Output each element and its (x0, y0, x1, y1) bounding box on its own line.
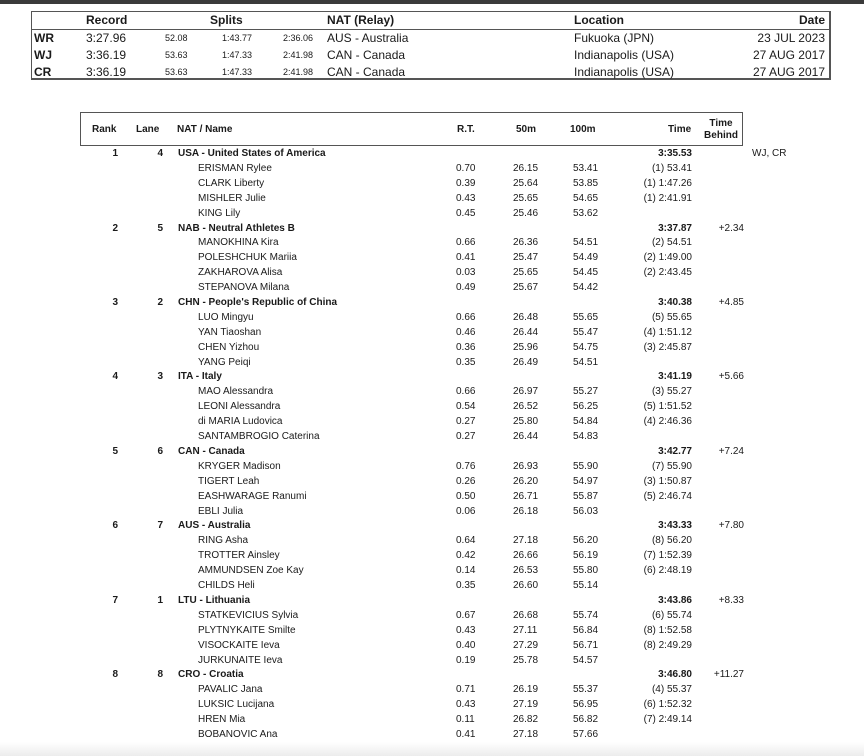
swimmer-split-50m: 27.29 (513, 640, 539, 651)
swimmer-split-100m: 55.27 (573, 386, 599, 397)
team-rank: 8 (112, 669, 118, 680)
page-bottom-edge (0, 742, 864, 756)
swimmer-row (0, 356, 864, 371)
swimmer-reaction-time: 0.67 (456, 610, 476, 621)
team-lane: 2 (157, 297, 163, 308)
results-header (80, 112, 743, 146)
record-row (32, 30, 829, 47)
records-header (32, 12, 829, 30)
header-location: Location (574, 13, 624, 27)
team-row (0, 222, 864, 237)
team-name: LTU - Lithuania (178, 595, 251, 606)
swimmer-row (0, 505, 864, 520)
header-rank: Rank (92, 124, 117, 135)
swimmer-split-50m: 26.48 (513, 312, 539, 323)
record-split-50: 53.63 (165, 67, 188, 77)
swimmer-row (0, 713, 864, 728)
swimmer-reaction-time: 0.19 (456, 655, 476, 666)
swimmer-cumulative-time: (3) 2:45.87 (643, 342, 692, 353)
swimmer-split-50m: 26.66 (513, 550, 539, 561)
team-rank: 6 (112, 520, 118, 531)
swimmer-row (0, 415, 864, 430)
swimmer-name: CLARK Liberty (198, 178, 265, 189)
record-code: WJ (34, 48, 52, 62)
team-time-behind: +8.33 (718, 595, 744, 606)
record-split-50: 52.08 (165, 33, 188, 43)
swimmer-split-100m: 56.20 (573, 535, 599, 546)
swimmer-row (0, 400, 864, 415)
swimmer-reaction-time: 0.54 (456, 401, 476, 412)
swimmer-row (0, 430, 864, 445)
swimmer-reaction-time: 0.11 (456, 714, 475, 725)
swimmer-split-50m: 26.97 (513, 386, 539, 397)
team-row (0, 668, 864, 683)
swimmer-name: CHEN Yizhou (198, 342, 260, 353)
swimmer-row (0, 728, 864, 743)
record-nat: AUS - Australia (327, 31, 409, 45)
team-time: 3:46.80 (658, 669, 692, 680)
swimmer-split-100m: 54.84 (573, 416, 599, 427)
team-time-behind: +5.66 (718, 371, 744, 382)
team-rank: 4 (112, 371, 118, 382)
swimmer-cumulative-time: (4) 1:51.12 (643, 327, 692, 338)
swimmer-reaction-time: 0.46 (456, 327, 476, 338)
swimmer-reaction-time: 0.43 (456, 625, 476, 636)
swimmer-row (0, 177, 864, 192)
team-rank: 2 (112, 223, 118, 234)
team-name: NAB - Neutral Athletes B (178, 223, 295, 234)
swimmer-split-100m: 54.49 (573, 252, 599, 263)
record-time: 3:36.19 (86, 48, 127, 62)
swimmer-cumulative-time: (1) 2:41.91 (643, 193, 692, 204)
swimmer-reaction-time: 0.40 (456, 640, 476, 651)
team-time: 3:35.53 (658, 148, 692, 159)
swimmer-cumulative-time: (8) 1:52.58 (643, 625, 692, 636)
swimmer-name: STEPANOVA Milana (198, 282, 290, 293)
record-nat: CAN - Canada (327, 48, 406, 62)
record-date: 23 JUL 2023 (757, 31, 825, 45)
team-row (0, 147, 864, 162)
swimmer-cumulative-time: (6) 1:52.32 (643, 699, 692, 710)
swimmer-cumulative-time: (3) 1:50.87 (643, 476, 692, 487)
team-row (0, 445, 864, 460)
swimmer-row (0, 683, 864, 698)
swimmer-name: JURKUNAITE Ieva (198, 655, 283, 666)
swimmer-cumulative-time: (5) 1:51.52 (643, 401, 692, 412)
swimmer-split-50m: 26.53 (513, 565, 539, 576)
swimmer-reaction-time: 0.49 (456, 282, 476, 293)
team-time: 3:41.19 (658, 371, 692, 382)
record-split-100: 1:43.77 (222, 33, 253, 43)
swimmer-reaction-time: 0.64 (456, 535, 476, 546)
swimmer-name: LUO Mingyu (198, 312, 254, 323)
swimmer-split-50m: 26.82 (513, 714, 539, 725)
swimmer-split-50m: 25.67 (513, 282, 539, 293)
team-rank: 7 (112, 595, 118, 606)
team-lane: 8 (157, 669, 163, 680)
swimmer-split-50m: 26.60 (513, 580, 539, 591)
swimmer-split-50m: 26.20 (513, 476, 539, 487)
swimmer-reaction-time: 0.03 (456, 267, 476, 278)
swimmer-name: ERISMAN Rylee (198, 163, 272, 174)
swimmer-row (0, 207, 864, 222)
swimmer-name: BOBANOVIC Ana (198, 729, 278, 740)
swimmer-split-50m: 25.46 (513, 208, 539, 219)
team-name: CAN - Canada (178, 446, 245, 457)
swimmer-reaction-time: 0.06 (456, 506, 476, 517)
swimmer-reaction-time: 0.41 (456, 252, 476, 263)
swimmer-split-100m: 55.65 (573, 312, 599, 323)
swimmer-split-50m: 25.47 (513, 252, 539, 263)
swimmer-split-50m: 25.65 (513, 193, 539, 204)
swimmer-cumulative-time: (5) 2:46.74 (643, 491, 692, 502)
swimmer-reaction-time: 0.27 (456, 431, 476, 442)
team-rank: 5 (112, 446, 118, 457)
swimmer-reaction-time: 0.41 (456, 729, 476, 740)
swimmer-split-100m: 54.51 (573, 357, 599, 368)
record-date: 27 AUG 2017 (752, 48, 825, 62)
header-date: Date (798, 13, 825, 27)
team-row (0, 519, 864, 534)
swimmer-row (0, 549, 864, 564)
swimmer-split-50m: 26.93 (513, 461, 539, 472)
swimmer-row (0, 460, 864, 475)
swimmer-name: EASHWARAGE Ranumi (198, 491, 307, 502)
record-split-150: 2:41.98 (283, 50, 314, 60)
team-name: AUS - Australia (178, 520, 251, 531)
swimmer-split-100m: 54.42 (573, 282, 599, 293)
swimmer-row (0, 579, 864, 594)
swimmer-split-100m: 55.14 (573, 580, 599, 591)
team-lane: 3 (157, 371, 163, 382)
swimmer-row (0, 281, 864, 296)
swimmer-row (0, 311, 864, 326)
swimmer-split-100m: 53.41 (573, 163, 599, 174)
swimmer-row (0, 162, 864, 177)
record-code: WR (34, 31, 54, 45)
swimmer-reaction-time: 0.66 (456, 237, 476, 248)
swimmer-reaction-time: 0.66 (456, 312, 476, 323)
swimmer-split-100m: 55.90 (573, 461, 599, 472)
team-record-badge: WJ, CR (752, 148, 787, 159)
swimmer-name: TROTTER Ainsley (198, 550, 280, 561)
swimmer-name: YANG Peiqi (198, 357, 251, 368)
swimmer-split-100m: 53.62 (573, 208, 599, 219)
record-split-100: 1:47.33 (222, 50, 253, 60)
team-name: CHN - People's Republic of China (178, 297, 338, 308)
swimmer-split-100m: 56.84 (573, 625, 599, 636)
swimmer-split-50m: 26.52 (513, 401, 539, 412)
team-time: 3:42.77 (658, 446, 692, 457)
header-name: NAT / Name (177, 124, 233, 135)
swimmer-cumulative-time: (1) 53.41 (651, 163, 692, 174)
team-name: ITA - Italy (178, 371, 222, 382)
swimmer-row (0, 341, 864, 356)
record-split-150: 2:41.98 (283, 67, 314, 77)
swimmer-cumulative-time: (7) 1:52.39 (643, 550, 692, 561)
swimmer-name: di MARIA Ludovica (198, 416, 283, 427)
swimmer-split-100m: 57.66 (573, 729, 599, 740)
swimmer-row (0, 654, 864, 669)
swimmer-reaction-time: 0.45 (456, 208, 476, 219)
header-100m: 100m (570, 124, 596, 135)
header-record: Record (86, 13, 128, 27)
records-table (31, 11, 831, 80)
swimmer-name: PLYTNYKAITE Smilte (198, 625, 296, 636)
swimmer-split-50m: 26.36 (513, 237, 539, 248)
swimmer-row (0, 609, 864, 624)
swimmer-name: STATKEVICIUS Sylvia (198, 610, 299, 621)
swimmer-split-100m: 56.19 (573, 550, 599, 561)
swimmer-name: POLESHCHUK Mariia (198, 252, 297, 263)
swimmer-cumulative-time: (4) 55.37 (651, 684, 692, 695)
swimmer-name: MAO Alessandra (198, 386, 274, 397)
swimmer-name: ZAKHAROVA Alisa (198, 267, 283, 278)
swimmer-split-50m: 27.11 (513, 625, 538, 636)
swimmer-cumulative-time: (7) 55.90 (651, 461, 692, 472)
team-time-behind: +2.34 (718, 223, 744, 234)
swimmer-row (0, 385, 864, 400)
swimmer-row (0, 639, 864, 654)
swimmer-split-50m: 26.44 (513, 431, 539, 442)
swimmer-cumulative-time: (6) 2:48.19 (643, 565, 692, 576)
swimmer-name: EBLI Julia (198, 506, 244, 517)
swimmer-name: YAN Tiaoshan (198, 327, 262, 338)
record-date: 27 AUG 2017 (752, 65, 825, 79)
team-row (0, 594, 864, 609)
team-time: 3:43.86 (658, 595, 692, 606)
swimmer-row (0, 266, 864, 281)
swimmer-split-100m: 56.25 (573, 401, 599, 412)
swimmer-name: CHILDS Heli (198, 580, 255, 591)
swimmer-split-100m: 56.95 (573, 699, 599, 710)
swimmer-split-100m: 55.74 (573, 610, 599, 621)
team-name: CRO - Croatia (178, 669, 244, 680)
swimmer-split-100m: 55.87 (573, 491, 599, 502)
swimmer-row (0, 236, 864, 251)
swimmer-split-100m: 56.82 (573, 714, 599, 725)
swimmer-reaction-time: 0.36 (456, 342, 476, 353)
record-row (32, 47, 829, 64)
swimmer-name: KRYGER Madison (198, 461, 281, 472)
swimmer-cumulative-time: (1) 1:47.26 (643, 178, 692, 189)
swimmer-reaction-time: 0.39 (456, 178, 476, 189)
swimmer-split-50m: 26.49 (513, 357, 539, 368)
record-split-100: 1:47.33 (222, 67, 253, 77)
header-lane: Lane (136, 124, 160, 135)
swimmer-split-100m: 55.37 (573, 684, 599, 695)
swimmer-cumulative-time: (3) 55.27 (651, 386, 692, 397)
swimmer-cumulative-time: (2) 1:49.00 (643, 252, 692, 263)
record-time: 3:27.96 (86, 31, 127, 45)
swimmer-cumulative-time: (4) 2:46.36 (643, 416, 692, 427)
record-code: CR (34, 65, 52, 79)
top-bar (0, 0, 864, 4)
swimmer-cumulative-time: (8) 2:49.29 (643, 640, 692, 651)
header-time: Time (668, 124, 692, 135)
swimmer-split-50m: 25.80 (513, 416, 539, 427)
swimmer-name: VISOCKAITE Ieva (198, 640, 280, 651)
swimmer-name: LUKSIC Lucijana (198, 699, 275, 710)
swimmer-split-50m: 26.44 (513, 327, 539, 338)
swimmer-split-50m: 27.18 (513, 729, 539, 740)
swimmer-name: AMMUNDSEN Zoe Kay (198, 565, 304, 576)
team-time-behind: +11.27 (713, 669, 744, 680)
swimmer-row (0, 192, 864, 207)
swimmer-split-100m: 53.85 (573, 178, 599, 189)
swimmer-split-50m: 25.64 (513, 178, 539, 189)
swimmer-split-100m: 54.45 (573, 267, 599, 278)
record-location: Indianapolis (USA) (574, 65, 675, 79)
team-time: 3:43.33 (658, 520, 692, 531)
swimmer-split-50m: 26.15 (513, 163, 539, 174)
swimmer-split-100m: 54.83 (573, 431, 599, 442)
swimmer-row (0, 326, 864, 341)
swimmer-name: TIGERT Leah (198, 476, 260, 487)
header-50m: 50m (516, 124, 537, 135)
swimmer-reaction-time: 0.71 (456, 684, 476, 695)
team-name: USA - United States of America (178, 148, 326, 159)
team-row (0, 296, 864, 311)
team-time-behind: +4.85 (718, 297, 744, 308)
team-time: 3:37.87 (658, 223, 692, 234)
swimmer-reaction-time: 0.70 (456, 163, 476, 174)
record-split-50: 53.63 (165, 50, 188, 60)
swimmer-split-100m: 55.80 (573, 565, 599, 576)
swimmer-cumulative-time: (2) 54.51 (651, 237, 692, 248)
swimmer-reaction-time: 0.35 (456, 357, 476, 368)
swimmer-split-50m: 26.71 (513, 491, 539, 502)
swimmer-name: LEONI Alessandra (198, 401, 281, 412)
swimmer-name: MISHLER Julie (198, 193, 266, 204)
swimmer-split-100m: 54.97 (573, 476, 599, 487)
swimmer-split-100m: 54.75 (573, 342, 599, 353)
swimmer-reaction-time: 0.26 (456, 476, 476, 487)
swimmer-reaction-time: 0.50 (456, 491, 476, 502)
team-rank: 3 (112, 297, 118, 308)
swimmer-split-100m: 54.65 (573, 193, 599, 204)
team-lane: 7 (157, 520, 163, 531)
swimmer-name: SANTAMBROGIO Caterina (198, 431, 320, 442)
team-lane: 1 (157, 595, 163, 606)
team-row (0, 370, 864, 385)
header-rt: R.T. (457, 124, 475, 135)
team-rank: 1 (112, 148, 118, 159)
swimmer-row (0, 698, 864, 713)
team-time-behind: +7.80 (718, 520, 744, 531)
swimmer-cumulative-time: (5) 55.65 (651, 312, 692, 323)
swimmer-split-50m: 25.65 (513, 267, 539, 278)
team-lane: 6 (157, 446, 163, 457)
swimmer-split-50m: 25.96 (513, 342, 539, 353)
swimmer-reaction-time: 0.66 (456, 386, 476, 397)
swimmer-reaction-time: 0.43 (456, 699, 476, 710)
swimmer-cumulative-time: (8) 56.20 (651, 535, 692, 546)
swimmer-reaction-time: 0.42 (456, 550, 476, 561)
header-nat: NAT (Relay) (327, 13, 395, 27)
swimmer-split-100m: 54.57 (573, 655, 599, 666)
swimmer-name: RING Asha (198, 535, 249, 546)
swimmer-split-100m: 54.51 (573, 237, 599, 248)
swimmer-split-100m: 55.47 (573, 327, 599, 338)
swimmer-cumulative-time: (6) 55.74 (651, 610, 692, 621)
header-behind-2: Behind (704, 130, 738, 141)
swimmer-split-50m: 27.19 (513, 699, 539, 710)
swimmer-name: PAVALIC Jana (198, 684, 263, 695)
swimmer-split-50m: 26.19 (513, 684, 539, 695)
swimmer-name: HREN Mia (198, 714, 246, 725)
swimmer-cumulative-time: (2) 2:43.45 (643, 267, 692, 278)
swimmer-split-50m: 26.18 (513, 506, 539, 517)
swimmer-split-50m: 27.18 (513, 535, 539, 546)
swimmer-reaction-time: 0.43 (456, 193, 476, 204)
record-time: 3:36.19 (86, 65, 127, 79)
swimmer-reaction-time: 0.35 (456, 580, 476, 591)
team-time: 3:40.38 (658, 297, 692, 308)
swimmer-row (0, 490, 864, 505)
swimmer-split-100m: 56.71 (573, 640, 599, 651)
header-splits: Splits (210, 13, 243, 27)
record-location: Indianapolis (USA) (574, 48, 675, 62)
swimmer-reaction-time: 0.14 (456, 565, 476, 576)
team-lane: 5 (157, 223, 163, 234)
swimmer-cumulative-time: (7) 2:49.14 (643, 714, 692, 725)
header-behind-1: Time (709, 118, 733, 129)
swimmer-row (0, 251, 864, 266)
swimmer-name: KING Lily (198, 208, 241, 219)
swimmer-row (0, 624, 864, 639)
swimmer-split-50m: 26.68 (513, 610, 539, 621)
swimmer-split-50m: 25.78 (513, 655, 539, 666)
record-split-150: 2:36.06 (283, 33, 314, 43)
team-lane: 4 (157, 148, 163, 159)
swimmer-reaction-time: 0.76 (456, 461, 476, 472)
record-location: Fukuoka (JPN) (574, 31, 655, 45)
team-time-behind: +7.24 (718, 446, 744, 457)
swimmer-name: MANOKHINA Kira (198, 237, 279, 248)
swimmer-split-100m: 56.03 (573, 506, 599, 517)
swimmer-row (0, 475, 864, 490)
swimmer-reaction-time: 0.27 (456, 416, 476, 427)
swimmer-row (0, 534, 864, 549)
record-nat: CAN - Canada (327, 65, 406, 79)
record-row (32, 64, 829, 81)
swimmer-row (0, 564, 864, 579)
